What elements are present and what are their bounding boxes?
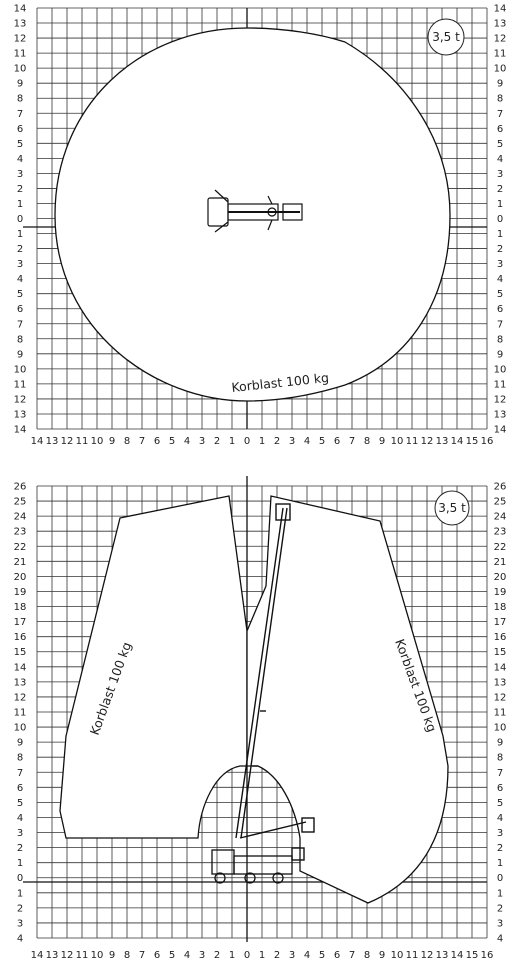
- y-tick-label: 19: [13, 586, 27, 598]
- y-tick-label: 19: [493, 586, 507, 598]
- x-tick-label: 3: [198, 950, 206, 961]
- y-tick-label: 4: [16, 153, 24, 165]
- y-tick-label: 5: [496, 797, 504, 809]
- x-tick-label: 13: [435, 950, 449, 961]
- y-tick-label: 5: [496, 289, 504, 301]
- x-tick-label: 10: [390, 436, 404, 447]
- y-tick-label: 14: [493, 662, 507, 674]
- y-tick-label: 2: [496, 843, 504, 855]
- y-tick-label: 5: [16, 138, 24, 150]
- y-tick-label: 8: [16, 334, 24, 346]
- y-tick-label: 14: [493, 424, 507, 436]
- x-tick-label: 6: [153, 436, 161, 447]
- x-tick-label: 13: [435, 436, 449, 447]
- y-tick-label: 2: [496, 903, 504, 915]
- top-capacity-badge: [428, 19, 464, 55]
- x-tick-label: 10: [390, 950, 404, 961]
- y-tick-label: 14: [493, 3, 507, 15]
- y-tick-label: 13: [13, 677, 27, 689]
- x-tick-label: 12: [60, 950, 74, 961]
- y-tick-label: 5: [16, 797, 24, 809]
- x-tick-label: 8: [363, 436, 371, 447]
- y-tick-label: 26: [13, 481, 27, 493]
- y-tick-label: 13: [493, 677, 507, 689]
- x-tick-label: 7: [348, 950, 356, 961]
- x-tick-label: 4: [183, 436, 191, 447]
- y-tick-label: 24: [493, 511, 507, 523]
- y-tick-label: 14: [13, 662, 27, 674]
- x-tick-label: 2: [273, 436, 281, 447]
- x-tick-label: 6: [333, 436, 341, 447]
- y-tick-label: 8: [496, 93, 504, 105]
- y-tick-label: 10: [13, 364, 27, 376]
- y-tick-label: 13: [13, 409, 27, 421]
- y-tick-label: 1: [16, 888, 24, 900]
- x-tick-label: 5: [168, 950, 176, 961]
- x-tick-label: 3: [288, 436, 296, 447]
- x-tick-label: 11: [405, 950, 419, 961]
- y-tick-label: 6: [16, 123, 24, 135]
- y-tick-label: 1: [16, 198, 24, 210]
- y-tick-label: 18: [13, 602, 27, 614]
- y-tick-label: 15: [13, 647, 27, 659]
- bottom-capacity-badge: [435, 491, 469, 525]
- y-tick-label: 25: [493, 496, 507, 508]
- x-tick-label: 11: [75, 950, 89, 961]
- y-tick-label: 12: [13, 33, 27, 45]
- x-tick-label: 7: [138, 436, 146, 447]
- y-tick-label: 22: [493, 541, 507, 553]
- y-tick-label: 4: [16, 274, 24, 286]
- y-tick-label: 16: [493, 632, 507, 644]
- x-tick-label: 11: [405, 436, 419, 447]
- y-tick-label: 3: [496, 828, 504, 840]
- x-tick-label: 9: [378, 950, 386, 961]
- x-tick-label: 7: [138, 950, 146, 961]
- y-tick-label: 11: [493, 379, 507, 391]
- y-tick-label: 8: [16, 93, 24, 105]
- bottom-load-label-right: Korblast 100 kg: [392, 636, 440, 734]
- y-tick-label: 10: [493, 722, 507, 734]
- x-tick-label: 3: [198, 436, 206, 447]
- x-tick-label: 8: [363, 950, 371, 961]
- top-view-diagram: [0, 0, 532, 460]
- y-tick-label: 6: [16, 304, 24, 316]
- y-tick-label: 0: [16, 873, 24, 885]
- x-tick-label: 3: [288, 950, 296, 961]
- x-tick-label: 9: [378, 436, 386, 447]
- y-tick-label: 2: [496, 183, 504, 195]
- y-tick-label: 10: [13, 63, 27, 75]
- side-view-diagram: [0, 466, 532, 978]
- y-tick-label: 10: [493, 63, 507, 75]
- y-tick-label: 13: [493, 18, 507, 30]
- x-tick-label: 1: [258, 950, 266, 961]
- y-tick-label: 3: [16, 259, 24, 271]
- x-tick-label: 10: [90, 950, 104, 961]
- x-tick-label: 16: [480, 436, 494, 447]
- y-tick-label: 3: [496, 168, 504, 180]
- bottom-left-y-axis: [14, 482, 27, 945]
- y-tick-label: 9: [496, 349, 504, 361]
- top-working-envelope: [55, 28, 450, 401]
- x-tick-label: 15: [465, 950, 479, 961]
- x-tick-label: 8: [123, 950, 131, 961]
- y-tick-label: 7: [16, 319, 24, 331]
- y-tick-label: 11: [493, 707, 507, 719]
- x-tick-label: 13: [45, 950, 59, 961]
- x-tick-label: 15: [465, 436, 479, 447]
- y-tick-label: 0: [496, 214, 504, 225]
- y-tick-label: 3: [496, 918, 504, 930]
- x-tick-label: 4: [303, 950, 311, 961]
- x-tick-label: 5: [318, 950, 326, 961]
- y-tick-label: 11: [493, 48, 507, 60]
- y-tick-label: 1: [496, 888, 504, 900]
- x-tick-label: 7: [348, 436, 356, 447]
- y-tick-label: 1: [16, 858, 24, 870]
- top-left-y-axis: [14, 4, 27, 436]
- x-tick-label: 5: [318, 436, 326, 447]
- x-tick-label: 0: [243, 436, 251, 447]
- y-tick-label: 7: [496, 108, 504, 120]
- y-tick-label: 6: [496, 304, 504, 316]
- y-tick-label: 21: [13, 556, 27, 568]
- y-tick-label: 12: [493, 394, 507, 406]
- y-tick-label: 5: [496, 138, 504, 150]
- y-tick-label: 11: [13, 707, 27, 719]
- y-tick-label: 8: [496, 752, 504, 764]
- y-tick-label: 4: [16, 812, 24, 824]
- x-tick-label: 9: [108, 436, 116, 447]
- y-tick-label: 9: [16, 737, 24, 749]
- x-tick-label: 11: [75, 436, 89, 447]
- y-tick-label: 1: [496, 858, 504, 870]
- y-tick-label: 3: [16, 918, 24, 930]
- x-tick-label: 6: [153, 950, 161, 961]
- y-tick-label: 0: [496, 873, 504, 885]
- x-tick-label: 4: [183, 950, 191, 961]
- y-tick-label: 8: [496, 334, 504, 346]
- y-tick-label: 1: [496, 229, 504, 241]
- x-tick-label: 6: [333, 950, 341, 961]
- x-tick-label: 0: [243, 950, 251, 961]
- y-tick-label: 9: [496, 78, 504, 90]
- y-tick-label: 5: [16, 289, 24, 301]
- x-tick-label: 13: [45, 436, 59, 447]
- x-tick-label: 1: [228, 950, 236, 961]
- x-tick-label: 1: [258, 436, 266, 447]
- x-tick-label: 14: [450, 950, 464, 961]
- y-tick-label: 1: [16, 229, 24, 241]
- y-tick-label: 6: [496, 123, 504, 135]
- y-tick-label: 20: [493, 571, 507, 583]
- y-tick-label: 11: [13, 379, 27, 391]
- y-tick-label: 12: [13, 394, 27, 406]
- x-tick-label: 12: [420, 436, 434, 447]
- y-tick-label: 6: [16, 782, 24, 794]
- x-tick-label: 8: [123, 436, 131, 447]
- y-tick-label: 11: [13, 48, 27, 60]
- x-tick-label: 10: [90, 436, 104, 447]
- y-tick-label: 12: [493, 692, 507, 704]
- y-tick-label: 8: [16, 752, 24, 764]
- x-tick-label: 12: [60, 436, 74, 447]
- y-tick-label: 6: [496, 782, 504, 794]
- y-tick-label: 2: [496, 244, 504, 256]
- y-tick-label: 17: [493, 617, 507, 629]
- y-tick-label: 3: [16, 168, 24, 180]
- y-tick-label: 14: [13, 424, 27, 436]
- y-tick-label: 12: [13, 692, 27, 704]
- x-tick-label: 16: [480, 950, 494, 961]
- y-tick-label: 7: [496, 319, 504, 331]
- y-tick-label: 15: [493, 647, 507, 659]
- y-tick-label: 17: [13, 617, 27, 629]
- bottom-badge-text: 3,5 t: [438, 501, 466, 515]
- y-tick-label: 7: [16, 767, 24, 779]
- y-tick-label: 4: [496, 274, 504, 286]
- y-tick-label: 13: [13, 18, 27, 30]
- top-right-y-axis: [494, 4, 507, 436]
- x-tick-label: 14: [30, 436, 44, 447]
- top-load-label: Korblast 100 kg: [230, 369, 330, 395]
- x-tick-label: 2: [213, 436, 221, 447]
- y-tick-label: 2: [16, 903, 24, 915]
- top-x-axis: [31, 436, 494, 447]
- x-tick-label: 1: [228, 436, 236, 447]
- y-tick-label: 14: [13, 3, 27, 15]
- y-tick-label: 20: [13, 571, 27, 583]
- y-tick-label: 9: [16, 349, 24, 361]
- y-tick-label: 7: [496, 767, 504, 779]
- y-tick-label: 4: [496, 153, 504, 165]
- bottom-right-y-axis: [494, 482, 507, 945]
- y-tick-label: 23: [493, 526, 507, 538]
- y-tick-label: 4: [16, 933, 24, 945]
- x-tick-label: 5: [168, 436, 176, 447]
- x-tick-label: 12: [420, 950, 434, 961]
- y-tick-label: 22: [13, 541, 27, 553]
- x-tick-label: 14: [30, 950, 44, 961]
- y-tick-label: 3: [16, 828, 24, 840]
- left-working-envelope: [60, 496, 247, 838]
- y-tick-label: 24: [13, 511, 27, 523]
- x-tick-label: 9: [108, 950, 116, 961]
- bottom-x-axis: [31, 950, 494, 961]
- x-tick-label: 2: [273, 950, 281, 961]
- x-tick-label: 14: [450, 436, 464, 447]
- y-tick-label: 7: [16, 108, 24, 120]
- y-tick-label: 2: [16, 244, 24, 256]
- y-tick-label: 2: [16, 843, 24, 855]
- y-tick-label: 12: [493, 33, 507, 45]
- y-tick-label: 16: [13, 632, 27, 644]
- y-tick-label: 10: [13, 722, 27, 734]
- x-tick-label: 2: [213, 950, 221, 961]
- y-tick-label: 21: [493, 556, 507, 568]
- y-tick-label: 25: [13, 496, 27, 508]
- y-tick-label: 3: [496, 259, 504, 271]
- y-tick-label: 2: [16, 183, 24, 195]
- y-tick-label: 13: [493, 409, 507, 421]
- y-tick-label: 26: [493, 481, 507, 493]
- x-tick-label: 4: [303, 436, 311, 447]
- y-tick-label: 1: [496, 198, 504, 210]
- top-badge-text: 3,5 t: [432, 30, 460, 44]
- y-tick-label: 18: [493, 602, 507, 614]
- y-tick-label: 0: [16, 214, 24, 225]
- y-tick-label: 10: [493, 364, 507, 376]
- y-tick-label: 23: [13, 526, 27, 538]
- bottom-load-label-left: Korblast 100 kg: [86, 639, 135, 738]
- y-tick-label: 9: [16, 78, 24, 90]
- y-tick-label: 4: [496, 812, 504, 824]
- y-tick-label: 4: [496, 933, 504, 945]
- y-tick-label: 9: [496, 737, 504, 749]
